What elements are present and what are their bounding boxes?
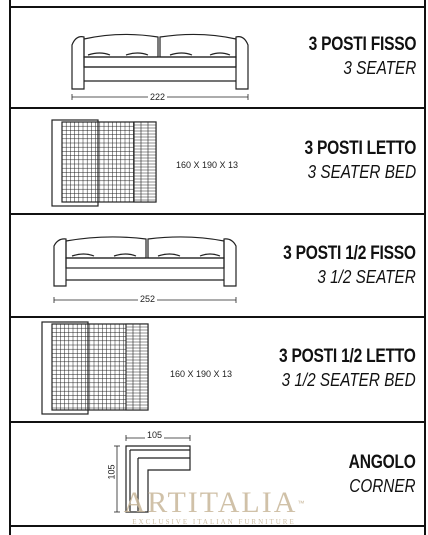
item-title: ANGOLO bbox=[349, 452, 416, 473]
brand-logo bbox=[0, 486, 428, 526]
sofa-bed-drawing bbox=[52, 120, 162, 210]
logo-wordmark: ARTITALIA bbox=[123, 486, 298, 519]
divider bbox=[9, 213, 426, 215]
trademark-mark: ™ bbox=[297, 500, 305, 508]
bed-size: 160 X 190 X 13 bbox=[176, 160, 239, 170]
corner-width: 105 bbox=[147, 430, 163, 440]
item-subtitle: 3 1/2 SEATER bbox=[317, 267, 416, 287]
item-subtitle: 3 SEATER BED bbox=[307, 162, 416, 182]
item-subtitle: CORNER bbox=[349, 476, 416, 496]
divider bbox=[9, 316, 426, 318]
left-border bbox=[9, 0, 11, 535]
item-title: 3 POSTI LETTO bbox=[304, 138, 416, 159]
bed-size: 160 X 190 X 13 bbox=[170, 369, 233, 379]
corner-depth: 105 bbox=[106, 464, 117, 480]
item-subtitle: 3 SEATER bbox=[343, 58, 416, 78]
item-subtitle: 3 1/2 SEATER BED bbox=[281, 370, 416, 390]
item-title: 3 POSTI 1/2 FISSO bbox=[283, 243, 416, 264]
divider bbox=[9, 421, 426, 423]
item-title: 3 POSTI 1/2 LETTO bbox=[279, 346, 416, 367]
item-title: 3 POSTI FISSO bbox=[308, 34, 416, 55]
sofa-bed-drawing bbox=[42, 322, 157, 417]
width-dimension: 222 bbox=[150, 92, 166, 102]
width-dimension: 252 bbox=[140, 294, 156, 304]
divider bbox=[9, 107, 426, 109]
right-border bbox=[424, 0, 426, 535]
logo-tagline: EXCLUSIVE ITALIAN FURNITURE bbox=[132, 518, 296, 526]
divider bbox=[9, 6, 426, 8]
